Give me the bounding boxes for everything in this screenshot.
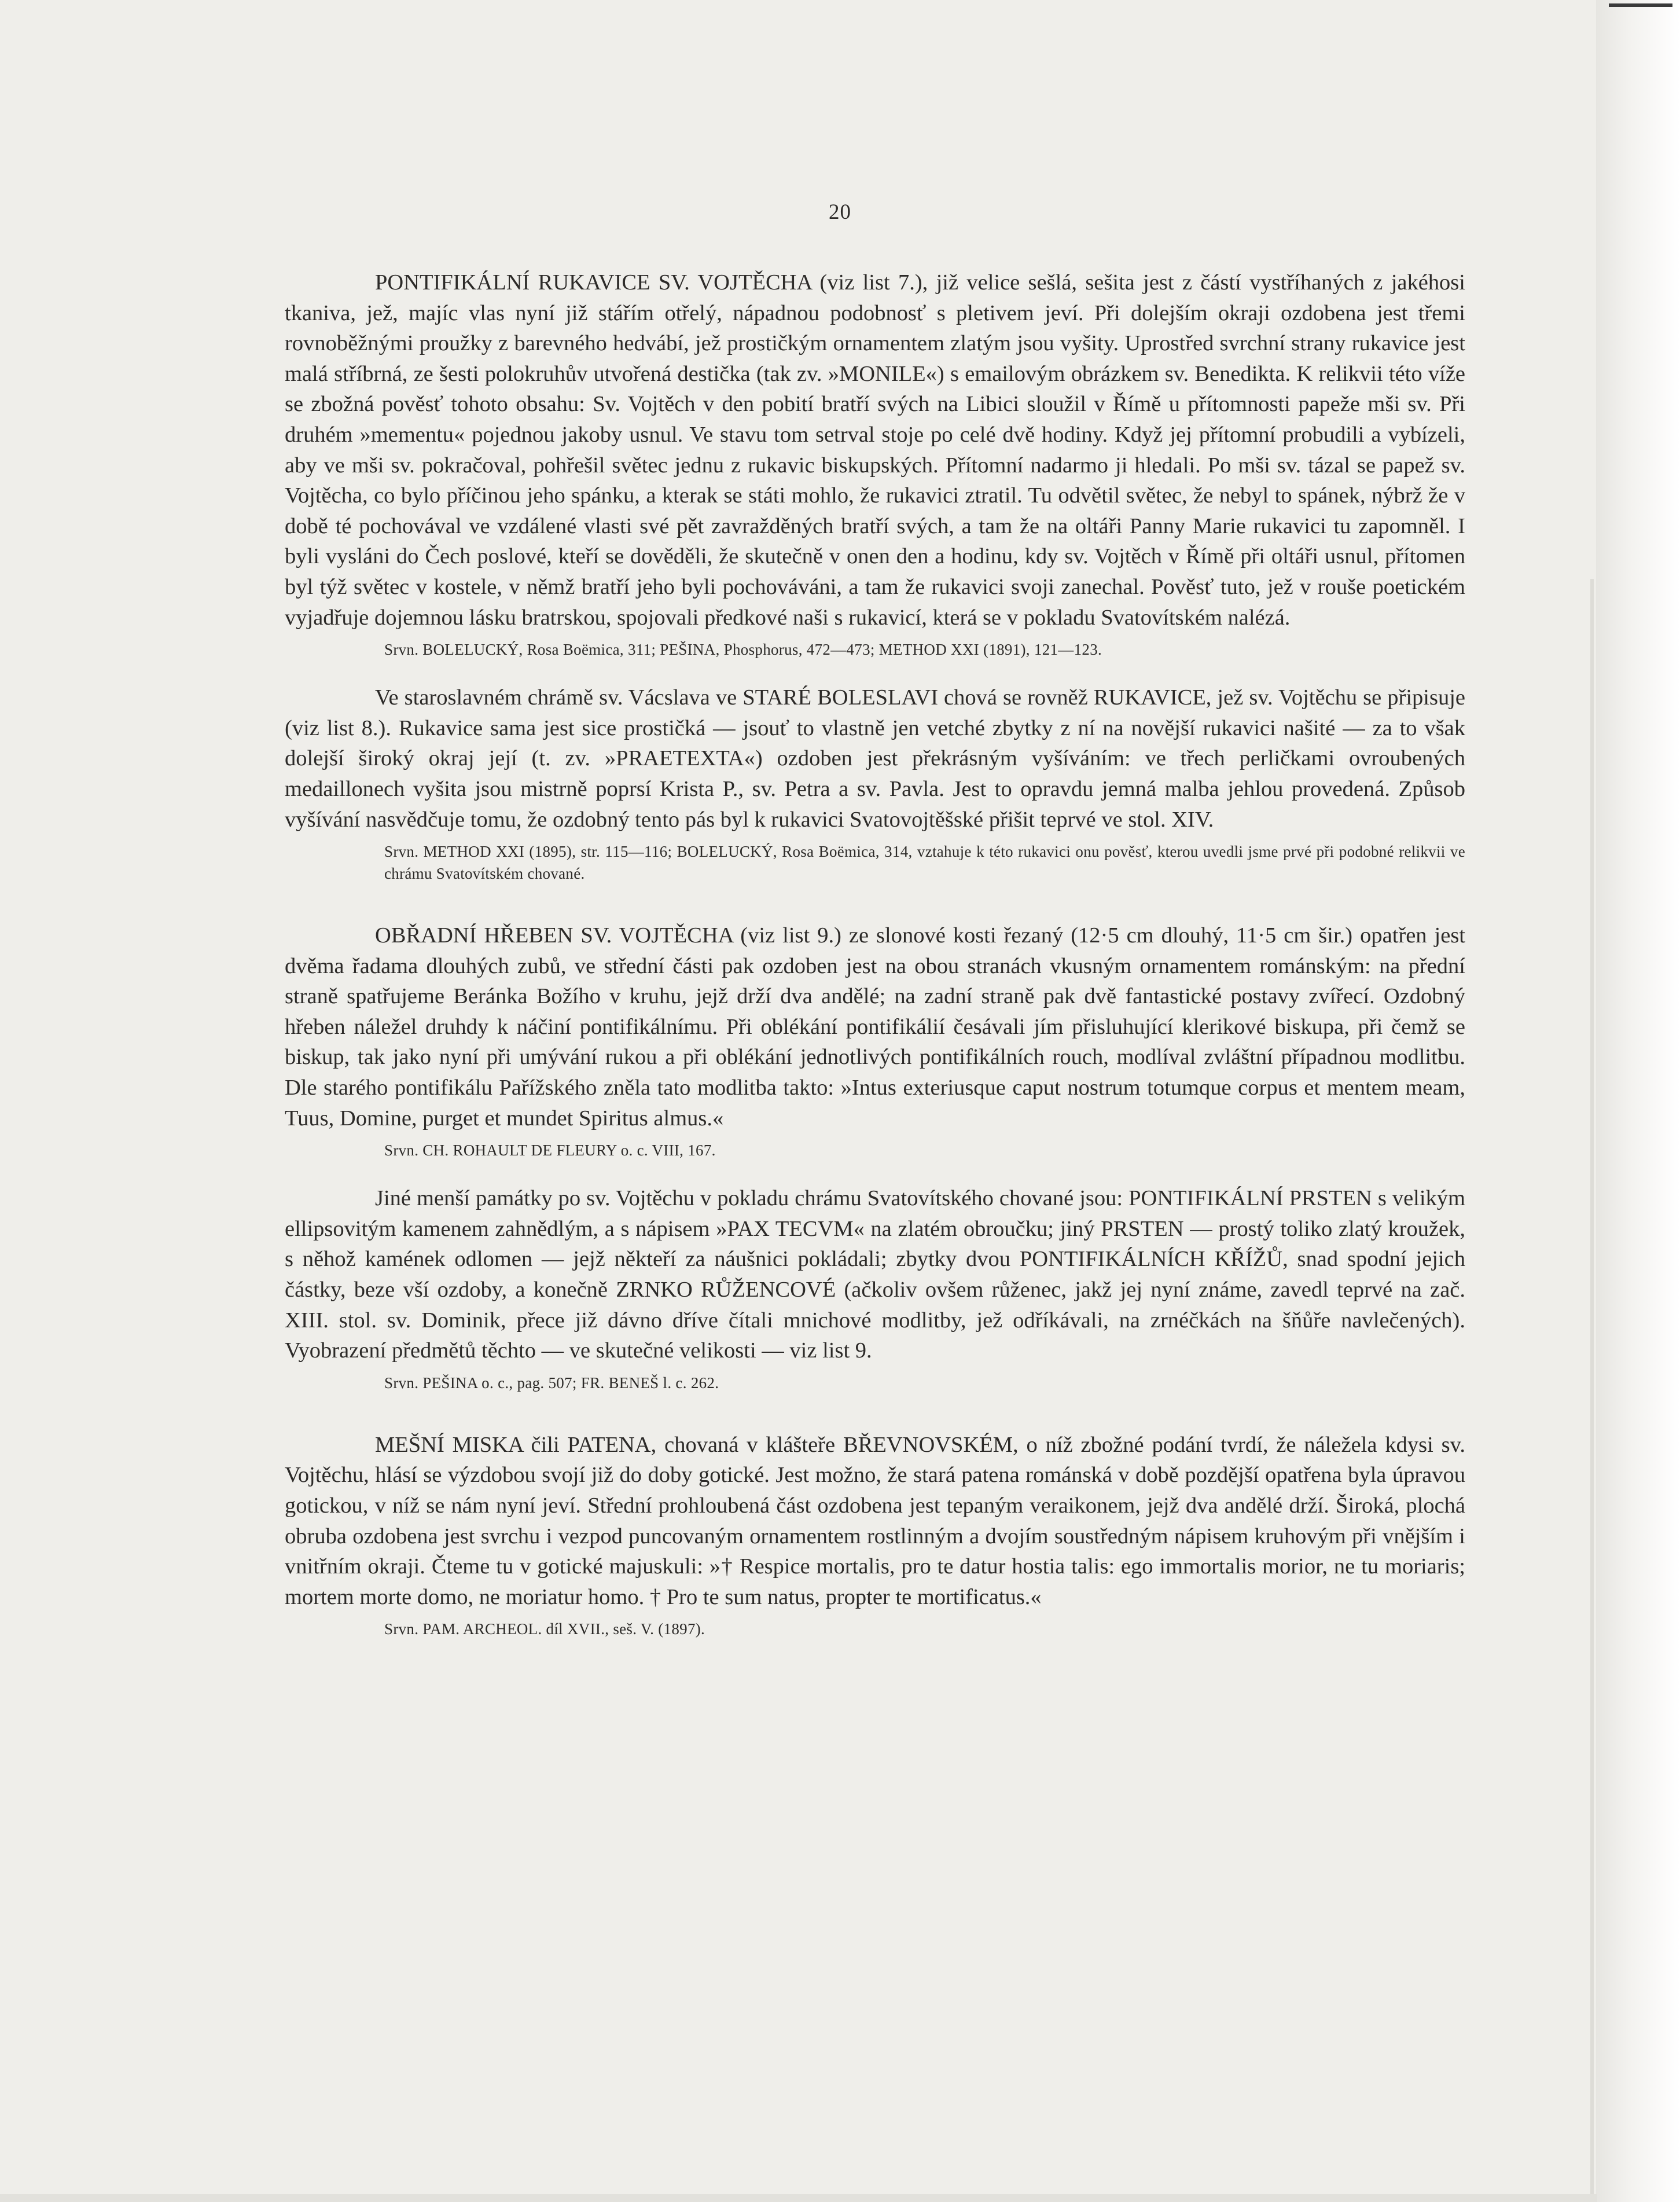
reference-pamatky: Srvn. PEŠINA o. c., pag. 507; FR. BENEŠ l. c. 262. — [384, 1374, 719, 1392]
reference-hreben: Srvn. CH. ROHAULT DE FLEURY o. c. VIII, 167. — [384, 1142, 716, 1159]
paragraph-patena: MEŠNÍ MISKA čili PATENA, chovaná v klášteře BŘEVNOVSKÉM, o níž zbožné podání tvrdí, že náležela kdysi sv. Vojtěchu, hlásí se výzdobou svojí již do doby gotické. Jest možno, že stará patena románská v době pozdější opatřena byla úpravou gotickou, v níž se nám nyní jeví. Střední prohloubená část ozdobena jest tepaným veraikonem, jejž dva andělé drží. Široká, plochá obruba ozdobena jest svrchu i vezpod puncovaným ornamentem rostlinným a dvojím soustředným nápisem kruhovým při vnějším i vnitřním okraji. Čteme tu v gotické majuskuli: »† Respice mortalis, pro te datur hostia talis: ego immortalis morior, ne tu moriaris; mortem morte domo, ne moriatur homo. † Pro te sum natus, propter te mortificatus.« — [285, 1432, 1465, 1609]
page-edge-right — [1596, 0, 1680, 2202]
page-edge-bottom — [0, 2194, 1597, 2202]
reference-rukavice-boleslav: Srvn. METHOD XXI (1895), str. 115—116; BOLELUCKÝ, Rosa Boëmica, 314, vztahuje k této rukavici onu pověsť, kterou uvedli jsme prvé při podobné relikvii ve chrámu Svatovítském chované. — [384, 843, 1465, 883]
scan-corner-mark — [1609, 3, 1672, 7]
reference-rukavice-vojtecha: Srvn. BOLELUCKÝ, Rosa Boëmica, 311; PEŠINA, Phosphorus, 472—473; METHOD XXI (1891), 121—123. — [384, 641, 1102, 659]
paragraph-rukavice-boleslav: Ve staroslavném chrámě sv. Vácslava ve STARÉ BOLESLAVI chová se rovněž RUKAVICE, jež sv. Vojtěchu se připisuje (viz list 8.). Rukavice sama jest sice prostičká — jsouť to vlastně jen vetché zbytky z ní na novější rukavici našité — za to však dolejší široký okraj její (t. zv. »PRAETEXTA«) ozdoben jest překrásným vyšíváním: ve třech perličkami ovroubených medaillonech vyšita jsou mistrně poprsí Krista P., sv. Petra a sv. Pavla. Jest to opravdu jemná malba jehlou provedená. Způsob vyšívání nasvědčuje tomu, že ozdobný tento pás byl k rukavici Svatovojtěšské přišit teprvé ve stol. XIV. — [285, 685, 1465, 832]
paragraph-pamatky: Jiné menší památky po sv. Vojtěchu v pokladu chrámu Svatovítského chované jsou: PONTIFIKÁLNÍ PRSTEN s velikým ellipsovitým kamenem zahnědlým, a s nápisem »PAX TECVM« na zlatém obroučku; jiný PRSTEN — prostý toliko zlatý kroužek, s něhož kamének odlomen — jejž někteří za náušnici pokládali; zbytky dvou PONTIFIKÁLNÍCH KŘÍŽŮ, snad spodní jejich částky, beze vší ozdoby, a konečně ZRNKO RŮŽENCOVÉ (ačkoliv ovšem růženec, jakž jej nyní známe, zavedl teprvé na zač. XIII. stol. sv. Dominik, přece již dávno dříve čítali mnichové modlitby, jež odříkávali, na zrnéčkách na šňůře navlečených). Vyobrazení předmětů těchto — ve skutečné velikosti — viz list 9. — [285, 1186, 1465, 1363]
paragraph-hreben: OBŘADNÍ HŘEBEN SV. VOJTĚCHA (viz list 9.) ze slonové kosti řezaný (12·5 cm dlouhý, 11·5 cm šir.) opatřen jest dvěma řadama dlouhých zubů, ve střední části pak ozdoben jest na obou stranách vkusným ornamentem románským: na přední straně spatřujeme Beránka Božího v kruhu, jejž drží dva andělé; na zadní straně pak dvě fantastické postavy zvířecí. Ozdobný hřeben náležel druhdy k náčiní pontifikálnímu. Při oblékání pontifikálií česávali jím přisluhující klerikové biskupa, při čemž se biskup, tak jako nyní při umývání rukou a při oblékání jednotlivých pontifikálních rouch, modlíval zvláštní případnou modlitbu. Dle starého pontifikálu Pařížského zněla tato modlitba takto: »Intus exteriusque caput nostrum totumque corpus et mentem meam, Tuus, Domine, purget et mundet Spiritus almus.« — [285, 923, 1465, 1131]
page-number: 20 — [829, 200, 851, 224]
reference-patena: Srvn. PAM. ARCHEOL. díl XVII., seš. V. (1897). — [384, 1620, 705, 1638]
page-fold-line — [1590, 579, 1594, 2200]
paragraph-rukavice-vojtecha: PONTIFIKÁLNÍ RUKAVICE SV. VOJTĚCHA (viz list 7.), již velice sešlá, sešita jest z částí vystříhaných z jakéhosi tkaniva, jež, majíc vlas nyní již stářím otřelý, nápadnou podobnosť s pletivem jeví. Při dolejším okraji ozdobena jest třemi rovnoběžnými proužky z barevného hedvábí, jež prostičkým ornamentem zlatým jsou vyšity. Uprostřed svrchní strany rukavice jest malá stříbrná, ze šesti polokruhův utvořená destička (tak zv. »MONILE«) s emailovým obrázkem sv. Benedikta. K relikvii této víže se zbožná pověsť tohoto obsahu: Sv. Vojtěch v den pobití bratří svých na Libici sloužil v Římě u přítomnosti papeže mši sv. Při druhém »mementu« pojednou jakoby usnul. Ve stavu tom setrval stoje po celé dvě hodiny. Když jej přítomní probudili a vybízeli, aby ve mši sv. pokračoval, pohřešil světec jednu z rukavic biskupských. Přítomní nadarmo ji hledali. Po mši sv. tázal se papež sv. Vojtěcha, co bylo příčinou jeho spánku, a kterak se státi mohlo, že rukavici ztratil. Tu odvětil světec, že nebyl to spánek, nýbrž že v době té pochovával ve vzdálené vlasti své pět zavražděných bratří svých, a tam že na oltáři Panny Marie rukavici tu zapomněl. I byli vysláni do Čech poslové, kteří se dověděli, že skutečně v onen den a hodinu, kdy sv. Vojtěch v Římě při oltáři usnul, přítomen byl týž světec v kostele, v němž bratří jeho byli pochováváni, a tam že rukavici svoji zanechal. Pověsť tuto, jež v rouše poetickém vyjadřuje dojemnou lásku bratrskou, spojovali předkové naši s rukavicí, která se v pokladu Svatovítském nalézá. — [285, 270, 1465, 630]
body-text — [285, 267, 1465, 1640]
